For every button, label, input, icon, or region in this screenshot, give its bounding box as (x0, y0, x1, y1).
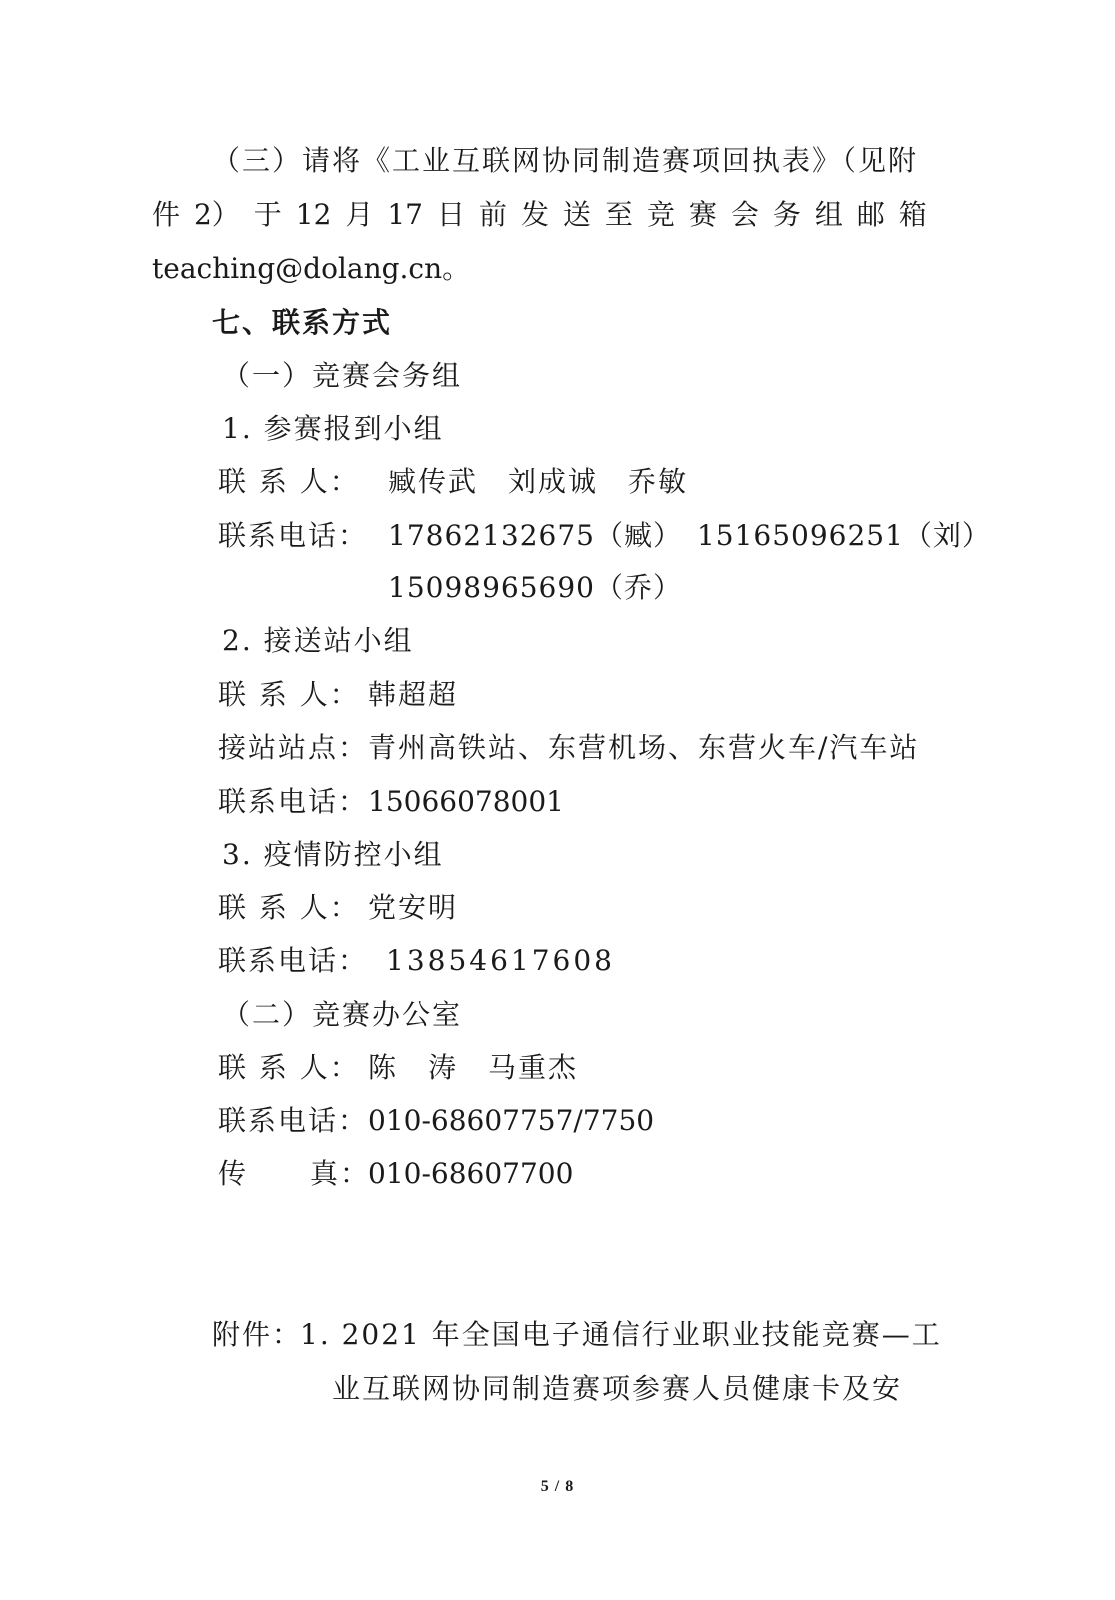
phone-value: 17862132675（臧） 15165096251（刘） (388, 519, 991, 552)
para3-email-line: teaching@dolang.cn。 (152, 252, 471, 285)
phone-value: 13854617608 (386, 944, 615, 977)
para3-line2-part: 12 (295, 198, 332, 231)
contact-label: 联 系 人： (218, 1051, 360, 1084)
group-title: 2. 接送站小组 (222, 624, 414, 657)
para3-line2-part: 发 (520, 198, 549, 231)
phone-row (218, 519, 991, 553)
subsection-heading: （二）竞赛办公室 (222, 998, 463, 1031)
contact-row (218, 678, 458, 712)
station-label: 接站站点： (218, 731, 369, 764)
station-row (218, 731, 919, 765)
attachment-line2: 业互联网协同制造赛项参赛人员健康卡及安 (332, 1372, 903, 1405)
contact-value: 臧传武 刘成诚 乔敏 (388, 465, 689, 498)
para3-line2-part: 组 (814, 198, 843, 231)
para3-line2-part: 送 (562, 198, 591, 231)
para3-line2-part: 17 (387, 198, 423, 231)
para3-line2-part: 会 (730, 198, 759, 231)
group-title: 1. 参赛报到小组 (222, 412, 444, 445)
phone-label: 联系电话： (218, 785, 369, 818)
contact-value: 陈 涛 马重杰 (368, 1051, 579, 1084)
attachment-row (212, 1318, 942, 1352)
fax-value: 010-68607700 (368, 1157, 574, 1190)
phone-value: 15066078001 (368, 785, 564, 818)
contact-row (218, 465, 688, 499)
para3-line2-part: 邮 (856, 198, 885, 231)
contact-row (218, 1051, 578, 1085)
para3-line2-part: 务 (772, 198, 801, 231)
contact-value: 韩超超 (368, 678, 459, 711)
subsection-heading: （一）竞赛会务组 (222, 359, 463, 392)
fax-label-part: 传 (218, 1157, 249, 1190)
phone-row (218, 1104, 654, 1138)
contact-label: 联 系 人： (218, 891, 360, 924)
phone-row (218, 785, 564, 819)
contact-value: 党安明 (368, 891, 459, 924)
station-value: 青州高铁站、东营机场、东营火车/汽车站 (368, 731, 920, 764)
phone-label: 联系电话： (218, 1104, 369, 1137)
section-heading: 七、联系方式 (212, 306, 393, 339)
para3-line2 (152, 198, 927, 232)
para3-line2-part: 月 (345, 198, 374, 231)
attachment-label: 附件： (212, 1318, 303, 1351)
phone-row (218, 944, 615, 978)
phone-value: 010-68607757/7750 (368, 1104, 655, 1137)
para3-line2-part: 箱 (898, 198, 927, 231)
contact-row (218, 891, 458, 925)
para3-line2-part: 于 (253, 198, 282, 231)
fax-label-part: 真： (310, 1157, 371, 1190)
fax-row (218, 1157, 573, 1191)
para3-line2-part: 至 (604, 198, 633, 231)
contact-label: 联 系 人： (218, 465, 360, 498)
page-number: 5 / 8 (540, 1478, 575, 1495)
para3-line1: （三）请将《工业互联网协同制造赛项回执表》（见附 (212, 144, 919, 177)
phone-label: 联系电话： (218, 944, 369, 977)
attachment-line1: 1. 2021 年全国电子通信行业职业技能竞赛—工 (300, 1318, 942, 1351)
para3-line2-part: 件 (152, 198, 181, 231)
phone-label: 联系电话： (218, 519, 369, 552)
contact-label: 联 系 人： (218, 678, 360, 711)
phone-value-continued: 15098965690（乔） (388, 571, 682, 604)
para3-line2-part: 前 (478, 198, 507, 231)
para3-line2-part: 2） (193, 198, 240, 231)
group-title: 3. 疫情防控小组 (222, 838, 444, 871)
para3-line2-part: 日 (436, 198, 465, 231)
para3-line2-part: 竞 (646, 198, 675, 231)
para3-line2-part: 赛 (688, 198, 717, 231)
